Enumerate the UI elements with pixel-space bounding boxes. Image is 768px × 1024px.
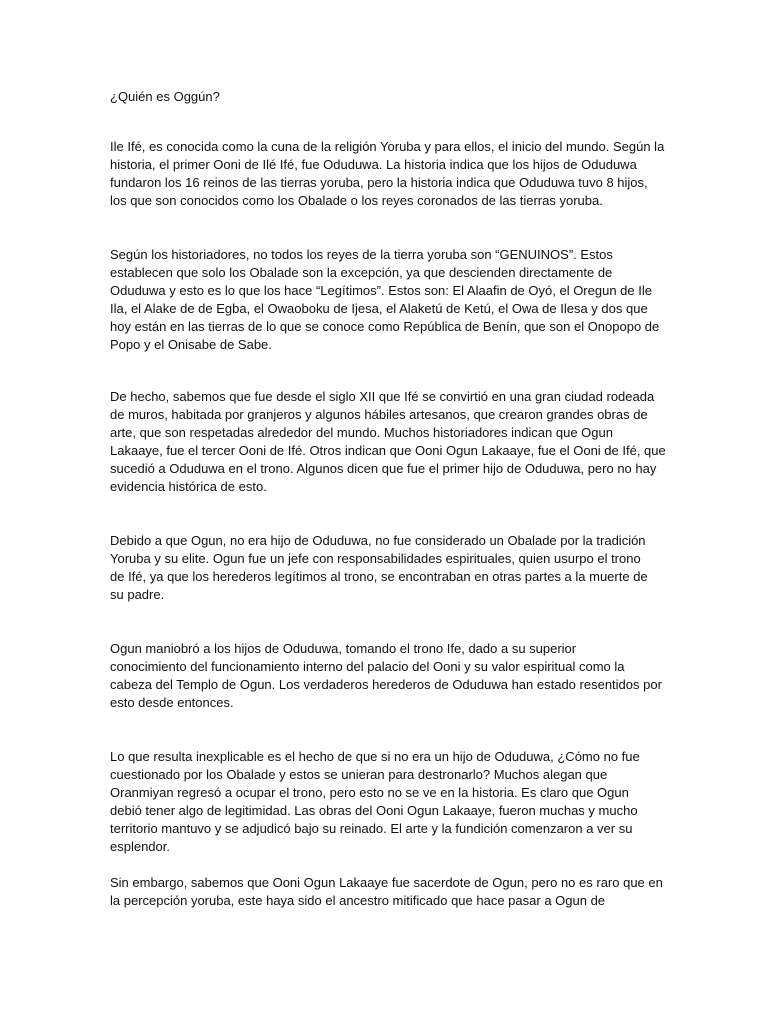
paragraph-4 [110,532,670,604]
paragraph-line: esto desde entonces. [110,695,234,710]
document-title: ¿Quién es Oggún? [110,89,220,104]
paragraph-line: cuestionado por los Obalade y estos se unieran para destronarlo? Muchos alegan que [110,767,608,782]
paragraph-line: su padre. [110,587,165,602]
paragraph-7 [110,874,670,910]
paragraph-line: sucedió a Oduduwa en el trono. Algunos dicen que fue el primer hijo de Oduduwa, pero no hay [110,461,657,476]
paragraph-line: hoy están en las tierras de lo que se conoce como República de Benín, que son el Onopopo de [110,319,660,334]
paragraph-line: Sin embargo, sabemos que Ooni Ogun Lakaaye fue sacerdote de Ogun, pero no es raro que en [110,875,663,890]
paragraph-line: debió tener algo de legitimidad. Las obras del Ooni Ogun Lakaaye, fueron muchas y mucho [110,803,638,818]
paragraph-line: los que son conocidos como los Obalade o los reyes coronados de las tierras yoruba. [110,193,603,208]
paragraph-line: evidencia histórica de esto. [110,479,267,494]
paragraph-line: Debido a que Ogun, no era hijo de Oduduwa, no fue considerado un Obalade por la tradición [110,533,646,548]
paragraph-1 [110,138,670,210]
paragraph-line: Popo y el Onisabe de Sabe. [110,337,272,352]
paragraph-line: establecen que solo los Obalade son la excepción, ya que descienden directamente de [110,265,613,280]
paragraph-line: Ogun maniobró a los hijos de Oduduwa, tomando el trono Ife, dado a su superior [110,641,577,656]
paragraph-line: Ile Ifé, es conocida como la cuna de la religión Yoruba y para ellos, el inicio del mundo. Según la [110,139,665,154]
paragraph-line: cabeza del Templo de Ogun. Los verdaderos herederos de Oduduwa han estado resentidos por [110,677,662,692]
paragraph-line: De hecho, sabemos que fue desde el siglo XII que Ifé se convirtió en una gran ciudad rodeada [110,389,655,404]
paragraph-line: Yoruba y su elite. Ogun fue un jefe con responsabilidades espirituales, quien usurpo el trono [110,551,641,566]
paragraph-line: Según los historiadores, no todos los reyes de la tierra yoruba son “GENUINOS”. Estos [110,247,613,262]
paragraph-line: Ila, el Alake de de Egba, el Owaoboku de Ijesa, el Alaketú de Ketú, el Owa de Ilesa y dos que [110,301,648,316]
paragraph-line: historia, el primer Ooni de Ilé Ifé, fue Oduduwa. La historia indica que los hijos de Oduduwa [110,157,637,172]
paragraph-line: territorio mantuvo y se adjudicó bajo su reinado. El arte y la fundición comenzaron a ver su [110,821,633,836]
paragraph-line: fundaron los 16 reinos de las tierras yoruba, pero la historia indica que Oduduwa tuvo 8 hijos, [110,175,648,190]
paragraph-3 [110,388,670,496]
paragraph-5 [110,640,670,712]
paragraph-line: Oranmiyan regresó a ocupar el trono, pero esto no se ve en la historia. Es claro que Ogun [110,785,629,800]
paragraph-line: de Ifé, ya que los herederos legítimos al trono, se encontraban en otras partes a la muerte de [110,569,648,584]
paragraph-line: Lakaaye, fue el tercer Ooni de Ifé. Otros indican que Ooni Ogun Lakaaye, fue el Ooni de Ifé, que [110,443,666,458]
paragraph-line: de muros, habitada por granjeros y algunos hábiles artesanos, que crearon grandes obras de [110,407,648,422]
paragraph-line: la percepción yoruba, este haya sido el ancestro mitificado que hace pasar a Ogun de [110,893,606,908]
paragraph-line: esplendor. [110,839,170,854]
paragraph-line: conocimiento del funcionamiento interno del palacio del Ooni y su valor espiritual como la [110,659,625,674]
paragraph-line: Oduduwa y esto es lo que los hace “Legítimos”. Estos son: El Alaafin de Oyó, el Oregun de Ile [110,283,652,298]
paragraph-6 [110,748,670,856]
paragraph-2 [110,246,670,354]
paragraph-line: arte, que son respetadas alrededor del mundo. Muchos historiadores indican que Ogun [110,425,613,440]
paragraph-line: Lo que resulta inexplicable es el hecho de que si no era un hijo de Oduduwa, ¿Cómo no fue [110,749,640,764]
